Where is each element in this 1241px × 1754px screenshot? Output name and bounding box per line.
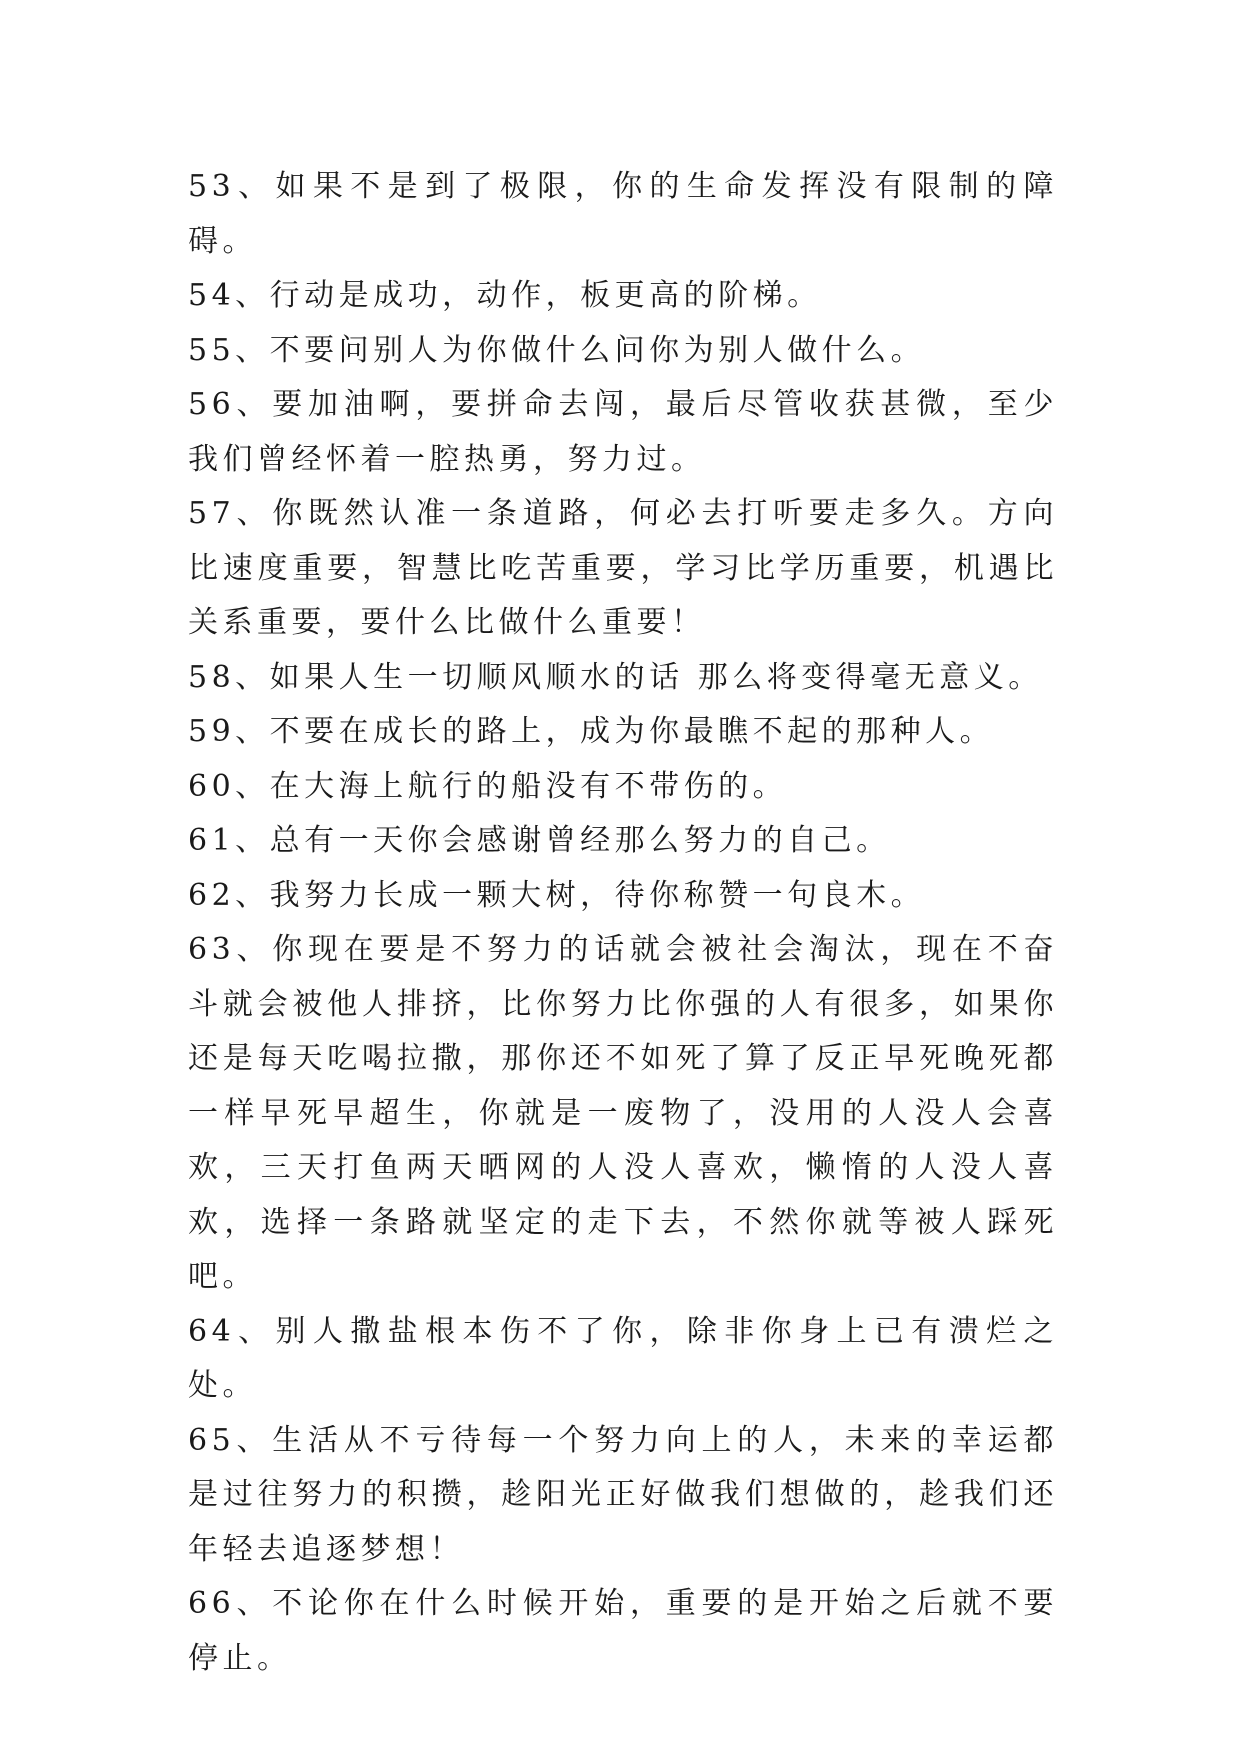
quote-item-61: 61、总有一天你会感谢曾经那么努力的自己。 xyxy=(188,823,891,858)
quote-item-53: 53、如果不是到了极限，你的生命发挥没有限制的障碍。 xyxy=(188,169,1058,259)
quote-item-62: 62、我努力长成一颗大树，待你称赞一句良木。 xyxy=(188,877,926,913)
quote-item-54: 54、行动是成功，动作，板更高的阶梯。 xyxy=(188,278,822,313)
quote-item-56: 56、要加油啊，要拼命去闯，最后尽管收获甚微，至少我们曾经怀着一腔热勇，努力过。 xyxy=(188,387,1058,477)
quote-item-60: 60、在大海上航行的船没有不带伤的。 xyxy=(188,768,788,804)
quote-item-64: 64、别人撒盐根本伤不了你，除非你身上已有溃烂之处。 xyxy=(188,1313,1058,1403)
quote-item-63: 63、你现在要是不努力的话就会被社会淘汰，现在不奋斗就会被他人排挤，比你努力比你强的人有很多，如果你还是每天吃喝拉撒，那你还不如死了算了反正早死晚死都一样早死早超生，你就是一废物了，没用的人没人会喜欢，三天打鱼两天晒网的人没人喜欢，懒惰的人没人喜欢，选择一条路就坚定的走下去，不然你就等被人踩死吧。 xyxy=(188,932,1058,1294)
quote-item-55: 55、不要问别人为你做什么问你为别人做什么。 xyxy=(188,332,926,368)
quote-item-58: 58、如果人生一切顺风顺水的话 那么将变得毫无意义。 xyxy=(188,659,1043,695)
quote-item-57: 57、你既然认准一条道路，何必去打听要走多久。方向比速度重要，智慧比吃苦重要，学习比学历重要，机遇比关系重要，要什么比做什么重要！ xyxy=(188,496,1058,640)
quote-list xyxy=(188,160,1058,1686)
quote-item-65: 65、生活从不亏待每一个努力向上的人，未来的幸运都是过往努力的积攒，趁阳光正好做我们想做的，趁我们还年轻去追逐梦想！ xyxy=(188,1422,1058,1567)
quote-item-66: 66、不论你在什么时候开始，重要的是开始之后就不要停止。 xyxy=(188,1586,1058,1676)
quote-item-59: 59、不要在成长的路上，成为你最瞧不起的那种人。 xyxy=(188,714,995,749)
